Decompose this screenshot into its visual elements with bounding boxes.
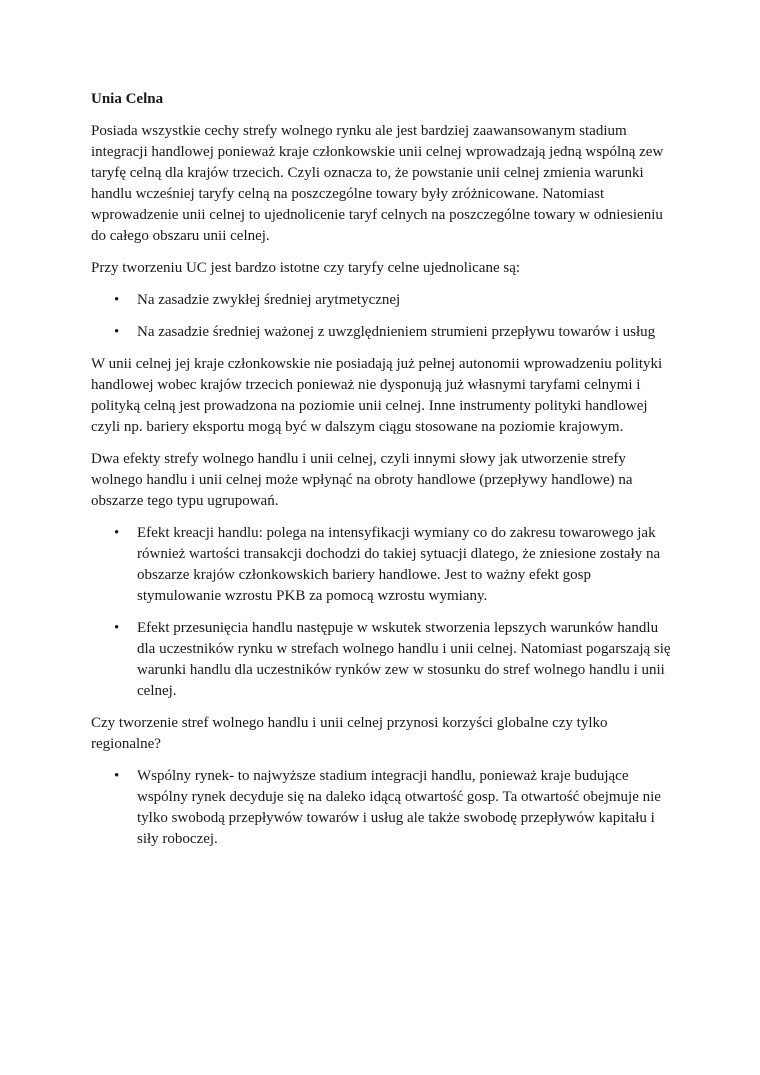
document-heading: Unia Celna xyxy=(91,91,164,107)
document-body xyxy=(91,89,676,861)
list-item xyxy=(91,290,676,311)
list-item xyxy=(91,523,676,607)
paragraph-1: Posiada wszystkie cechy strefy wolnego rynku ale jest bardziej zaawansowanym stadium integracji handlowej ponieważ kraje członkowskie unii celnej wprowadzają jedną wspólną zew taryfę celną dla krajów trzecich. Czyli oznacza to, że powstanie unii celnej zmienia warunki handlu wcześniej taryfy celną na poszczególne towary były zróżnicowane. Natomiast wprowadzenie unii celnej to ujednolicenie taryf celnych na poszczególne towary w odniesieniu do całego obszaru unii celnej. xyxy=(91,123,664,244)
bullet-icon: • xyxy=(114,768,120,784)
list-item-text: Na zasadzie zwykłej średniej arytmetycznej xyxy=(137,292,401,308)
list-item xyxy=(91,618,676,702)
bullet-icon: • xyxy=(114,620,120,636)
list-item-text: Wspólny rynek- to najwyższe stadium integracji handlu, ponieważ kraje budujące wspólny rynek decyduje się na daleko idącą otwartość gosp. Ta otwartość obejmuje nie tylko swobodą przepływów towarów i usług ale także swobodę przepływów kapitału i siły roboczej. xyxy=(137,768,661,847)
paragraph-4: Dwa efekty strefy wolnego handlu i unii celnej, czyli innymi słowy jak utworzenie strefy wolnego handlu i unii celnej może wpłynąć na obroty handlowe (przepływy handlowe) na obszarze tego typu ugrupowań. xyxy=(91,451,633,509)
paragraph-3: W unii celnej jej kraje członkowskie nie posiadają już pełnej autonomii wprowadzeniu polityki handlowej wobec krajów trzecich ponieważ nie dysponują już własnymi taryfami celnymi i polityką celną jest prowadzona na poziomie unii celnej. Inne instrumenty polityki handlowej czyli np. bariery eksportu mogą być w dalszym ciągu stosowane na poziomie krajowym. xyxy=(91,356,663,435)
list-item xyxy=(91,766,676,850)
list-item-text: Efekt przesunięcia handlu następuje w wskutek stworzenia lepszych warunków handlu dla uczestników rynku w strefach wolnego handlu i unii celnej. Natomiast pogarszają się warunki handlu dla uczestników rynków zew w stosunku do stref wolnego handlu i unii celnej. xyxy=(137,620,671,699)
paragraph-2: Przy tworzeniu UC jest bardzo istotne czy taryfy celne ujednolicane są: xyxy=(91,260,521,276)
paragraph-5: Czy tworzenie stref wolnego handlu i unii celnej przynosi korzyści globalne czy tylko regionalne? xyxy=(91,715,608,752)
bullet-icon: • xyxy=(114,525,120,541)
bullet-icon: • xyxy=(114,292,120,308)
bullet-list-1 xyxy=(91,290,676,343)
bullet-icon: • xyxy=(114,324,120,340)
bullet-list-3 xyxy=(91,766,676,850)
list-item-text: Na zasadzie średniej ważonej z uwzględnieniem strumieni przepływu towarów i usług xyxy=(137,324,656,340)
bullet-list-2 xyxy=(91,523,676,702)
list-item-text: Efekt kreacji handlu: polega na intensyfikacji wymiany co do zakresu towarowego jak również wartości transakcji dochodzi do takiej sytuacji dlatego, że zniesione zostały na obszarze krajów członkowskich bariery handlowe. Jest to ważny efekt gosp stymulowanie wzrostu PKB za pomocą wzrostu wymiany. xyxy=(137,525,661,604)
list-item xyxy=(91,322,676,343)
